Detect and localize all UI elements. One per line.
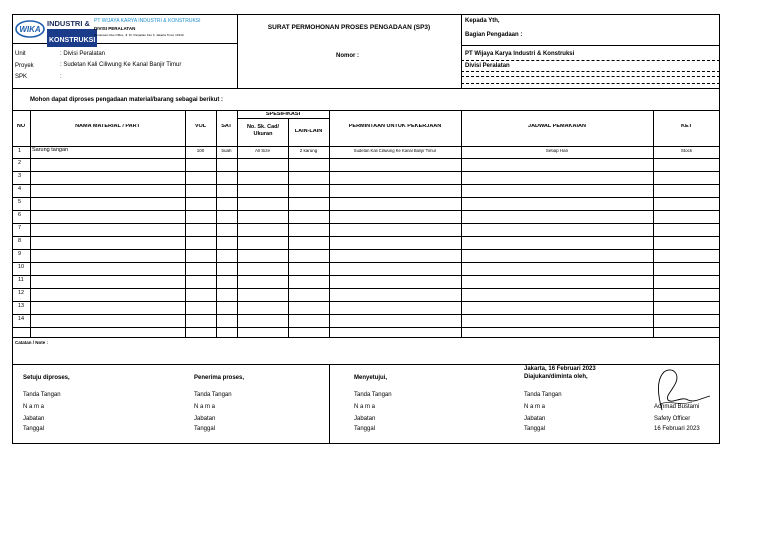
col-no: NO — [16, 124, 26, 129]
logo-line-1: INDUSTRI & — [47, 19, 90, 28]
intro-text: Mohon dapat diproses pengadaan material/barang sebagai berikut : — [30, 97, 224, 103]
table-row-line — [12, 171, 720, 172]
proyek-value: : Sudetan Kali Ciliwung Ke Kanal Banjir Timur — [60, 62, 182, 68]
block-1-nama: N a m a — [23, 404, 45, 410]
col-schedule: JADWAL PEMAKAIAN — [528, 124, 586, 129]
recipient-dash-3 — [461, 76, 720, 77]
company-logo — [15, 20, 45, 38]
svg-text:WIKA: WIKA — [19, 25, 41, 34]
row-no: 5 — [18, 199, 22, 205]
col-spec: SPESIFIKASI — [265, 112, 301, 117]
signer-name: Achmad Bustami — [654, 404, 700, 410]
block-1-tanda: Tanda Tangan — [23, 392, 61, 398]
row-no: 10 — [18, 264, 25, 270]
block-4-tanggal: Tanggal — [524, 426, 546, 432]
header-divider — [12, 43, 237, 44]
spec-sub-line — [237, 118, 329, 119]
block-4-nama: N a m a — [524, 404, 546, 410]
proyek-label: Proyek — [15, 63, 34, 69]
place-date: Jakarta, 16 Februari 2023 — [524, 366, 596, 372]
recipient-dash-2 — [461, 71, 720, 72]
block-2-tanggal: Tanggal — [194, 426, 216, 432]
row-1-no: 1 — [18, 148, 22, 154]
recipient-division: Divisi Peralatan — [465, 63, 510, 69]
signer-date: 16 Februari 2023 — [654, 426, 700, 432]
signer-title: Safety Officer — [654, 416, 691, 422]
block-3-title: Menyetujui, — [354, 375, 388, 381]
header-bottom-line — [12, 88, 720, 89]
block-2-title: Penerima proses, — [194, 375, 245, 381]
spk-label: SPK — [15, 74, 28, 80]
table-row-line — [12, 262, 720, 263]
table-row-line — [12, 210, 720, 211]
row-no: 2 — [18, 160, 22, 166]
block-1-jabatan: Jabatan — [23, 416, 45, 422]
row-1-name: Sarung tangan — [32, 147, 69, 153]
logo-division: DIVISI PERALATAN — [94, 26, 136, 31]
col-ket: KET — [681, 124, 692, 129]
kepada-label: Kepada Yth, — [465, 18, 500, 24]
block-3-nama: N a m a — [354, 404, 376, 410]
row-no: 7 — [18, 225, 22, 231]
wika-logo-icon — [15, 20, 45, 38]
table-row-line — [12, 327, 720, 328]
block-4-jabatan: Jabatan — [524, 416, 546, 422]
signature-divider — [329, 364, 330, 444]
row-no: 9 — [18, 251, 22, 257]
table-row-line — [12, 314, 720, 315]
block-2-tanda: Tanda Tangan — [194, 392, 232, 398]
logo-company: PT WIJAYA KARYA INDUSTRI & KONSTRUKSI — [94, 18, 201, 24]
spk-value: : — [60, 74, 62, 80]
table-top-line — [12, 110, 720, 111]
table-row-line — [12, 158, 720, 159]
nomor-label: Nomor : — [336, 53, 359, 59]
block-2-jabatan: Jabatan — [194, 416, 216, 422]
notes-bottom-line — [12, 364, 720, 365]
notes-label: Catatan / Note : — [15, 340, 49, 345]
bagian-label: Bagian Pengadaan : — [465, 32, 523, 38]
row-no: 4 — [18, 186, 22, 192]
col-spec-other: LAIN-LAIN — [294, 129, 323, 134]
col-spec-size: No. Sk. Cad/ Ukuran — [246, 124, 280, 137]
unit-value: : Divisi Peralatan — [60, 51, 106, 57]
row-no: 12 — [18, 290, 25, 296]
table-row-line — [12, 288, 720, 289]
recipient-dash-4 — [461, 83, 720, 84]
row-1-purpose: Sudetan Kali Ciliwung Ke Kanal Banjir Timur — [353, 149, 437, 153]
row-no: 6 — [18, 212, 22, 218]
block-1-tanggal: Tanggal — [23, 426, 45, 432]
block-2-nama: N a m a — [194, 404, 216, 410]
col-sat: SAT — [221, 124, 232, 129]
row-1-sat: buah — [221, 149, 232, 153]
table-row-line — [12, 275, 720, 276]
block-3-tanda: Tanda Tangan — [354, 392, 392, 398]
row-1-other: 2 karung — [299, 149, 318, 153]
block-3-tanggal: Tanggal — [354, 426, 376, 432]
row-no: 8 — [18, 238, 22, 244]
row-no: 13 — [18, 303, 25, 309]
logo-line-2-box — [47, 29, 97, 47]
block-4-tanda: Tanda Tangan — [524, 392, 562, 398]
col-name: NAMA MATERIAL / PART — [75, 124, 140, 129]
row-1-ket: Stock — [680, 149, 693, 153]
form-title: SURAT PERMOHONAN PROSES PENGADAAN (SP3) — [267, 24, 431, 31]
row-no: 14 — [18, 316, 25, 322]
table-row-line — [12, 223, 720, 224]
row-1-vol: 100 — [196, 149, 205, 153]
row-no: 11 — [18, 277, 24, 283]
row-1-size: All Size — [254, 149, 270, 153]
block-3-jabatan: Jabatan — [354, 416, 376, 422]
table-row-line — [12, 197, 720, 198]
row-no: 3 — [18, 173, 22, 179]
recipient-dash-1 — [461, 60, 720, 61]
table-bottom-line — [12, 337, 720, 338]
logo-address: Tamansari Hive Office, Jl. Dr. Panjaitan Kav 3, Jakarta Timur 13340 — [94, 33, 184, 37]
col-purpose: PERMINTAAN UNTUK PEKERJAAN — [348, 124, 442, 129]
requested-by: Diajukan/diminta oleh, — [524, 374, 588, 380]
row-1-schedule: Setiap Hari — [545, 149, 569, 153]
table-row-line — [12, 249, 720, 250]
logo-line-2: KONSTRUKSI — [49, 37, 96, 44]
recipient-company: PT Wijaya Karya Industri & Konstruksi — [465, 51, 575, 57]
unit-label: Unit — [15, 51, 26, 57]
table-row-line — [12, 301, 720, 302]
table-row-line — [12, 236, 720, 237]
table-header-bottom — [12, 146, 720, 147]
table-row-line — [12, 184, 720, 185]
block-1-title: Setuju diproses, — [23, 375, 70, 381]
kepada-line — [461, 45, 720, 46]
col-vol: VOL — [194, 124, 207, 129]
